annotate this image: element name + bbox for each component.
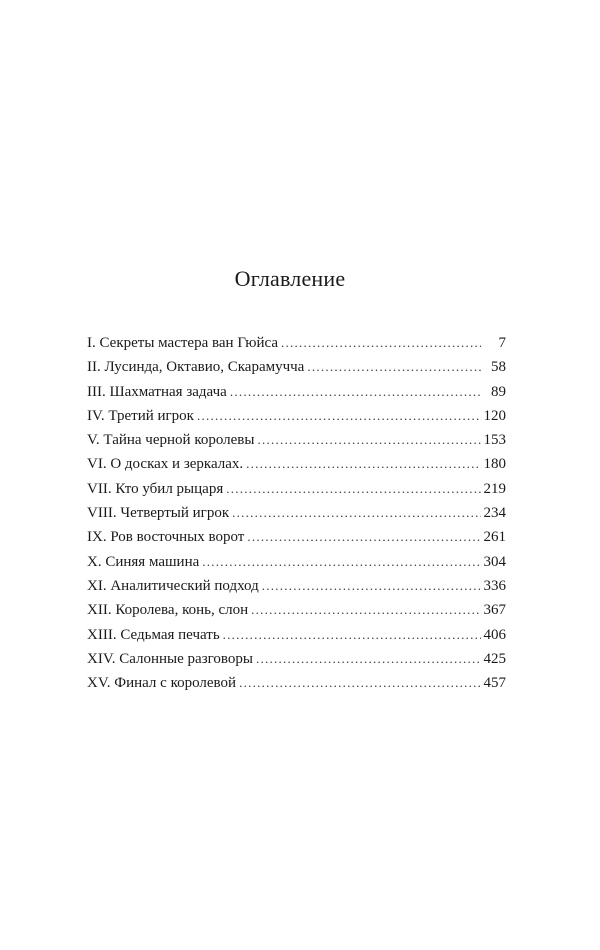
toc-dot-leader bbox=[251, 598, 480, 622]
toc-entry-page-number: 7 bbox=[498, 335, 506, 351]
toc-entry bbox=[87, 671, 506, 695]
toc-dot-leader bbox=[226, 477, 480, 501]
toc-dot-leader bbox=[232, 501, 480, 525]
toc-dot-leader bbox=[281, 331, 481, 355]
toc-entry bbox=[87, 525, 506, 549]
toc-entry-page-number: 425 bbox=[483, 650, 506, 667]
toc-dot-leader bbox=[247, 525, 480, 549]
toc-entry bbox=[87, 623, 506, 647]
toc-entry-label: XI. Аналитический подход bbox=[87, 577, 259, 594]
toc-entry-label: II. Лусинда, Октавио, Скарамучча bbox=[87, 359, 305, 376]
toc-entry-label: VII. Кто убил рыцаря bbox=[87, 480, 224, 497]
toc-entry-label: VIII. Четвертый игрок bbox=[87, 505, 230, 522]
toc-entry-label: III. Шахматная задача bbox=[87, 383, 227, 400]
toc-entry-page-number: 180 bbox=[483, 456, 506, 473]
toc-dot-leader bbox=[223, 623, 481, 647]
toc-entry-page-number: 234 bbox=[483, 505, 506, 522]
toc-entry-label: VI. О досках и зеркалах. bbox=[87, 456, 244, 473]
toc-entry-page-number: 89 bbox=[491, 383, 506, 400]
toc-entry-page-number: 457 bbox=[483, 675, 506, 692]
toc-entry-label: XV. Финал с королевой bbox=[87, 675, 237, 692]
toc-entry-page-number: 304 bbox=[483, 553, 506, 570]
toc-entry bbox=[87, 550, 506, 574]
toc-entry bbox=[87, 428, 506, 452]
toc-entry bbox=[87, 331, 506, 355]
toc-entry-page-number: 336 bbox=[483, 577, 506, 594]
toc-entry-page-number: 120 bbox=[483, 407, 506, 424]
toc-entry-page-number: 261 bbox=[483, 529, 506, 546]
toc-entry-label: IX. Ров восточных ворот bbox=[87, 529, 245, 546]
toc-entry-label: XII. Королева, конь, слон bbox=[87, 602, 249, 619]
table-of-contents bbox=[87, 331, 506, 695]
toc-dot-leader bbox=[257, 428, 480, 452]
toc-entry-label: X. Синяя машина bbox=[87, 553, 200, 570]
toc-dot-leader bbox=[262, 574, 481, 598]
toc-entry-label: IV. Третий игрок bbox=[87, 407, 194, 424]
toc-entry-page-number: 367 bbox=[483, 602, 506, 619]
toc-dot-leader bbox=[246, 452, 480, 476]
toc-entry bbox=[87, 380, 506, 404]
toc-heading: Оглавление bbox=[234, 266, 346, 291]
toc-entry-page-number: 58 bbox=[491, 359, 506, 376]
toc-entry-page-number: 406 bbox=[483, 626, 506, 643]
toc-entry-page-number: 219 bbox=[483, 480, 506, 497]
toc-entry bbox=[87, 574, 506, 598]
toc-entry bbox=[87, 501, 506, 525]
toc-dot-leader bbox=[239, 671, 480, 695]
toc-dot-leader bbox=[307, 355, 481, 379]
toc-entry-label: XIV. Салонные разговоры bbox=[87, 650, 253, 667]
toc-dot-leader bbox=[197, 404, 481, 428]
toc-entry-label: XIII. Седьмая печать bbox=[87, 626, 220, 643]
toc-entry bbox=[87, 647, 506, 671]
toc-entry bbox=[87, 477, 506, 501]
toc-entry bbox=[87, 355, 506, 379]
toc-entry bbox=[87, 598, 506, 622]
toc-entry bbox=[87, 452, 506, 476]
toc-entry-page-number: 153 bbox=[483, 432, 506, 449]
toc-dot-leader bbox=[202, 550, 480, 574]
toc-dot-leader bbox=[230, 380, 481, 404]
toc-entry-label: V. Тайна черной королевы bbox=[87, 432, 255, 449]
toc-dot-leader bbox=[256, 647, 481, 671]
toc-entry-label: I. Секреты мастера ван Гюйса bbox=[87, 335, 278, 351]
toc-entry bbox=[87, 404, 506, 428]
